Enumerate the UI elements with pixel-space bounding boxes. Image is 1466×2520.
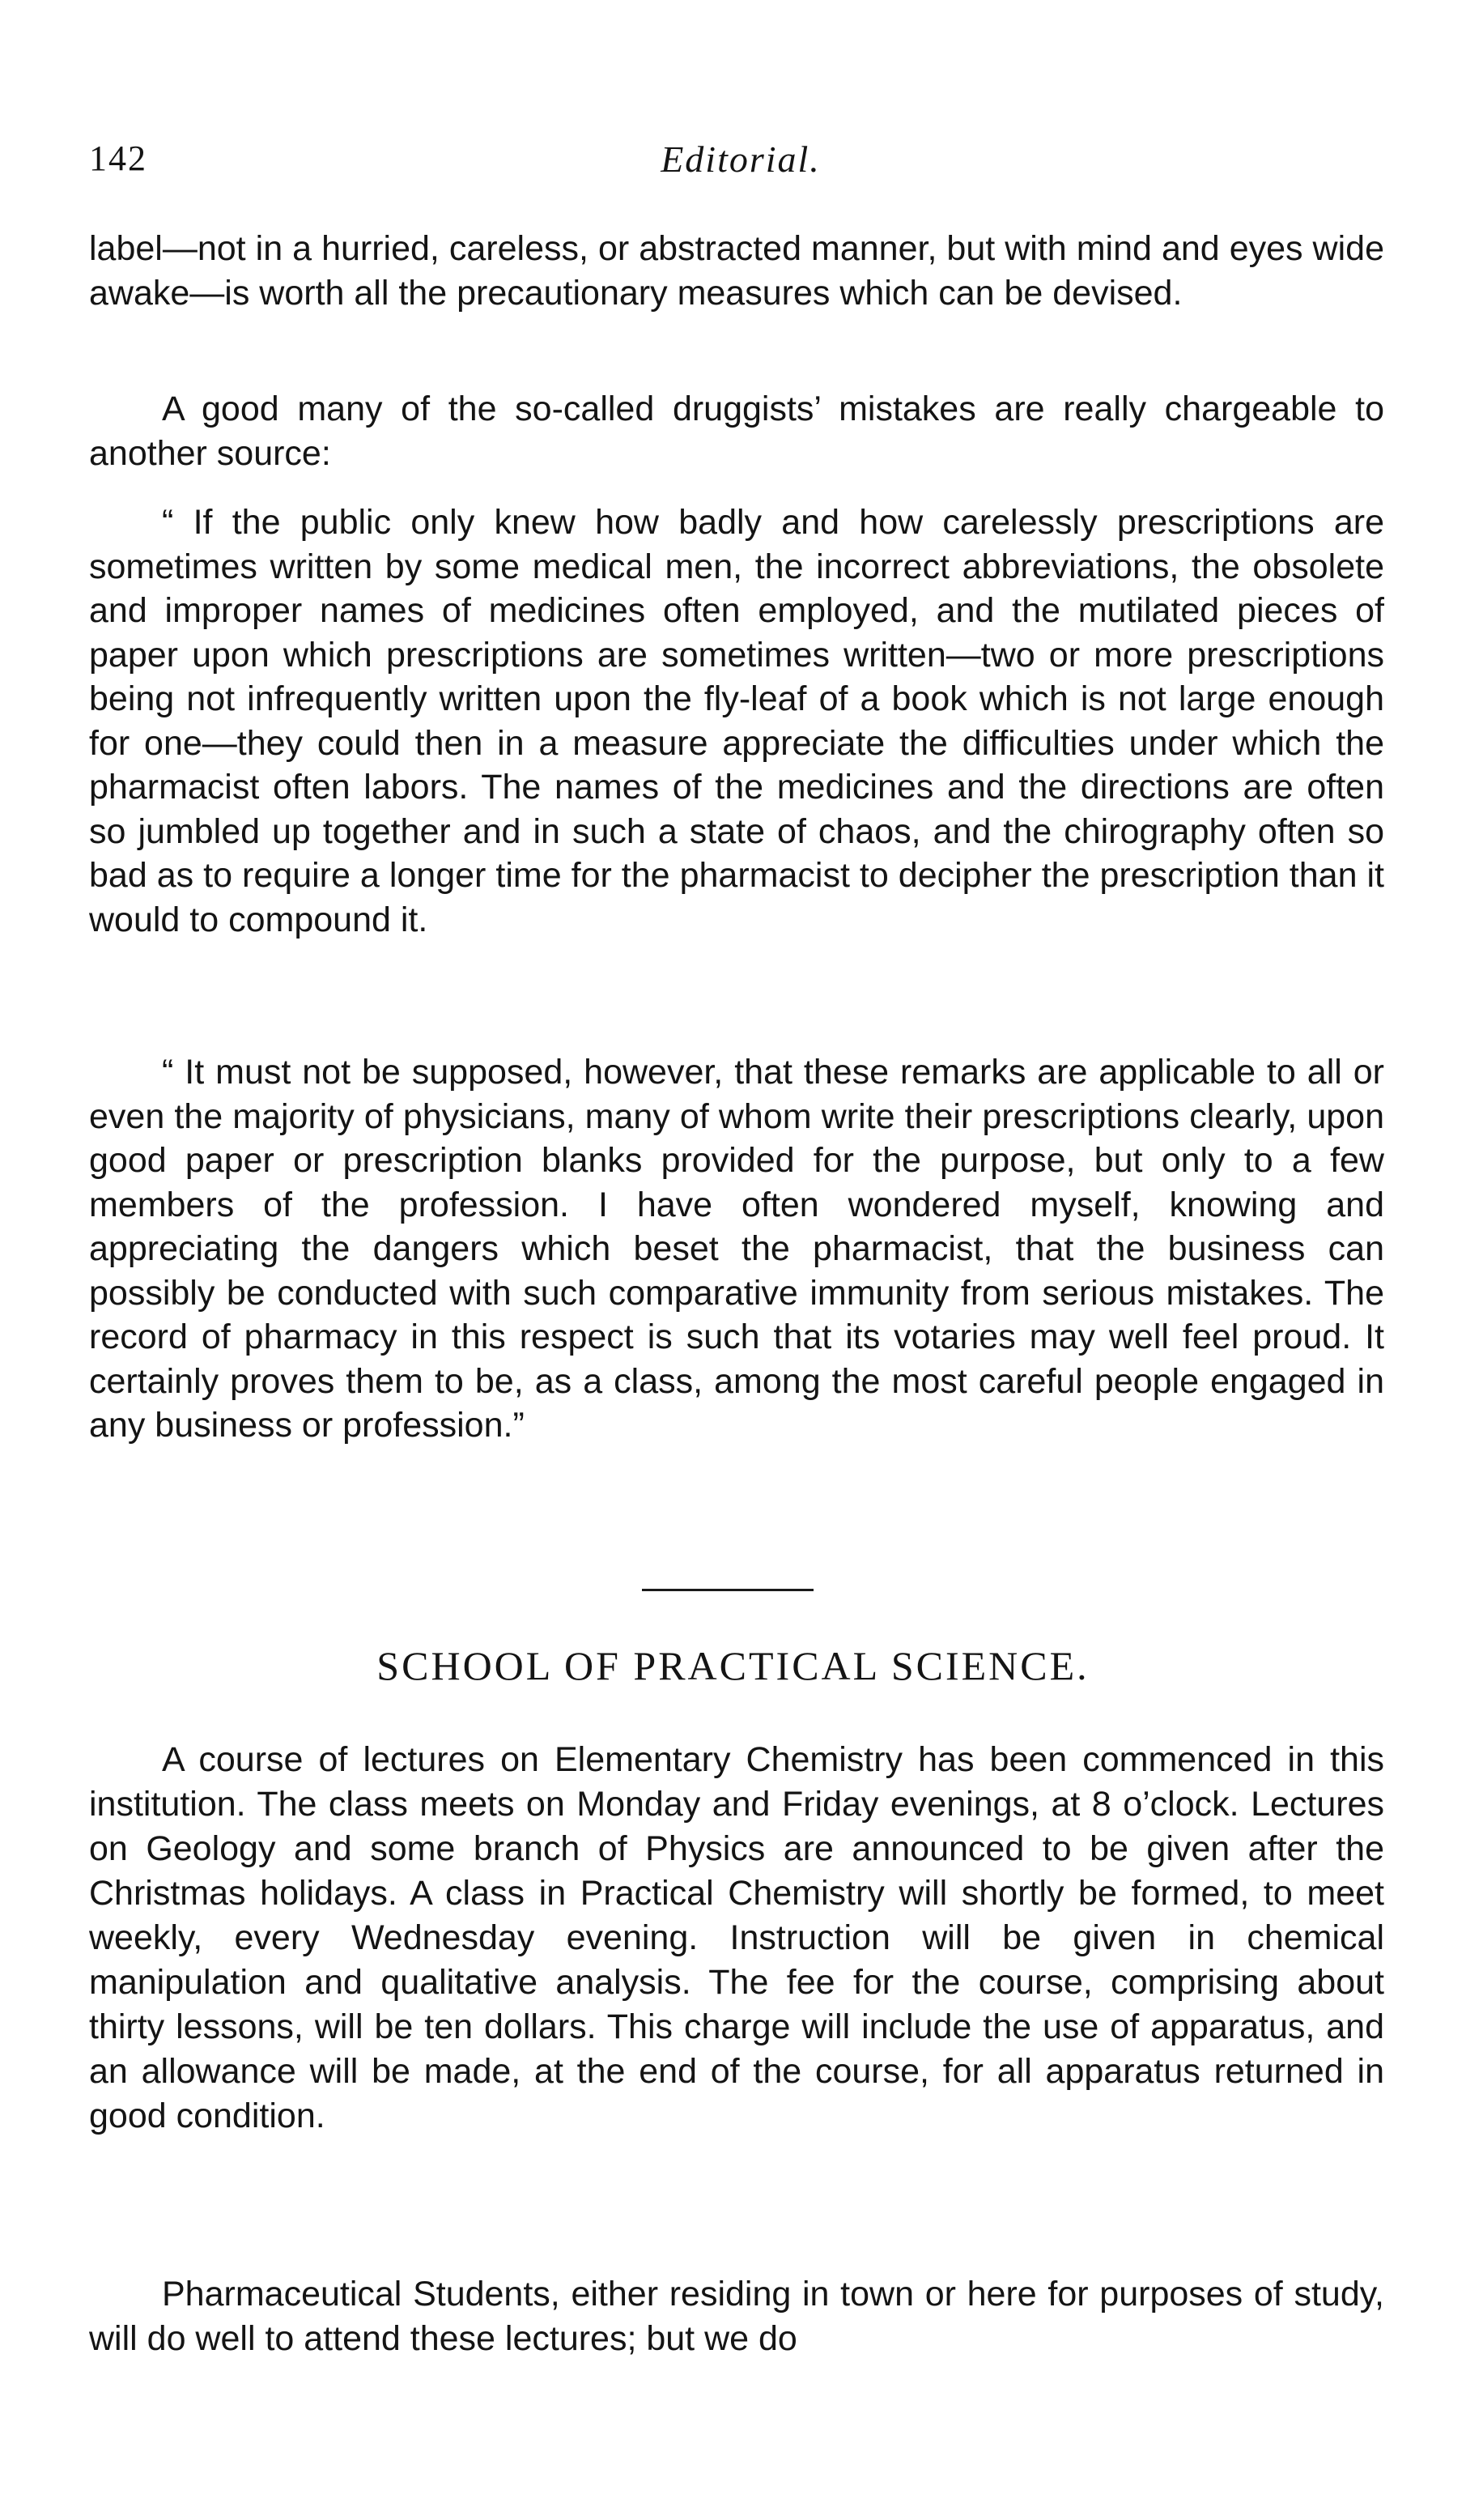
paragraph: A good many of the so-called druggists’ mistakes are really chargeable to another source:: [89, 389, 1384, 473]
quote-paragraph: “ It must not be supposed, however, that these remarks are applicable to all or even the majority of physicians, many of whom write their prescriptions clearly, upon good paper or prescription blanks provided for the purpose, but only to a few members of the profession. I have often wondered myself, knowing and appreciating the dangers which beset the pharmacist, that the business can possibly be conducted with such comparative immunity from serious mistakes. The record of pharmacy in this respect is such that its votaries may well feel proud. It certainly proves them to be, as a class, among the most careful people engaged in any business or profession.”: [89, 1053, 1384, 1445]
paragraph: Pharmaceutical Students, either residing in town or here for purposes of study, will do well to attend these lectures; but we do: [89, 2275, 1384, 2358]
paragraph: label—not in a hurried, careless, or abstracted manner, but with mind and eyes wide awake—is worth all the precautionary measures which can be devised.: [89, 229, 1384, 313]
paragraph-druggists-mistakes: [89, 387, 1384, 483]
section-title: SCHOOL OF PRACTICAL SCIENCE.: [376, 1643, 1090, 1688]
quotation-first: [89, 500, 1384, 948]
quotation-second: [89, 1050, 1384, 1454]
page-header: [89, 138, 1392, 194]
paragraph: A course of lectures on Elementary Chemistry has been commenced in this institution. The class meets on Monday and Friday evenings, at 8 o’clock. Lectures on Geology and some branch of Physics are announced to be given after the Christmas holidays. A class in Practical Chemistry will shortly be formed, to meet weekly, every Wednesday evening. Instruction will be given in chemical manipulation and qualitative analysis. The fee for the course, comprising about thirty lessons, will be ten dollars. This charge will include the use of apparatus, and an allowance will be made, at the end of the course, for all apparatus returned in good condition.: [89, 1740, 1384, 2135]
section-paragraph-lectures: [89, 1738, 1384, 2145]
running-title: Editorial.: [661, 138, 821, 180]
page-number: 142: [89, 138, 147, 178]
section-divider: [642, 1589, 814, 1591]
paragraph-continuation: [89, 227, 1384, 322]
quote-paragraph: “ If the public only knew how badly and how carelessly prescriptions are sometimes written by some medical men, the incorrect abbreviations, the obsolete and improper names of medicines often employed, and the mutilated pieces of paper upon which prescriptions are sometimes written—two or more prescriptions being not infrequently written upon the fly-leaf of a book which is not large enough for one—they could then in a measure appreciate the difficulties under which the pharmacist often labors. The names of the medicines and the directions are often so jumbled up together and in such a state of chaos, and the chirography often so bad as to require a longer time for the pharmacist to decipher the prescription than it would to compound it.: [89, 503, 1384, 939]
section-paragraph-students: [89, 2272, 1384, 2368]
